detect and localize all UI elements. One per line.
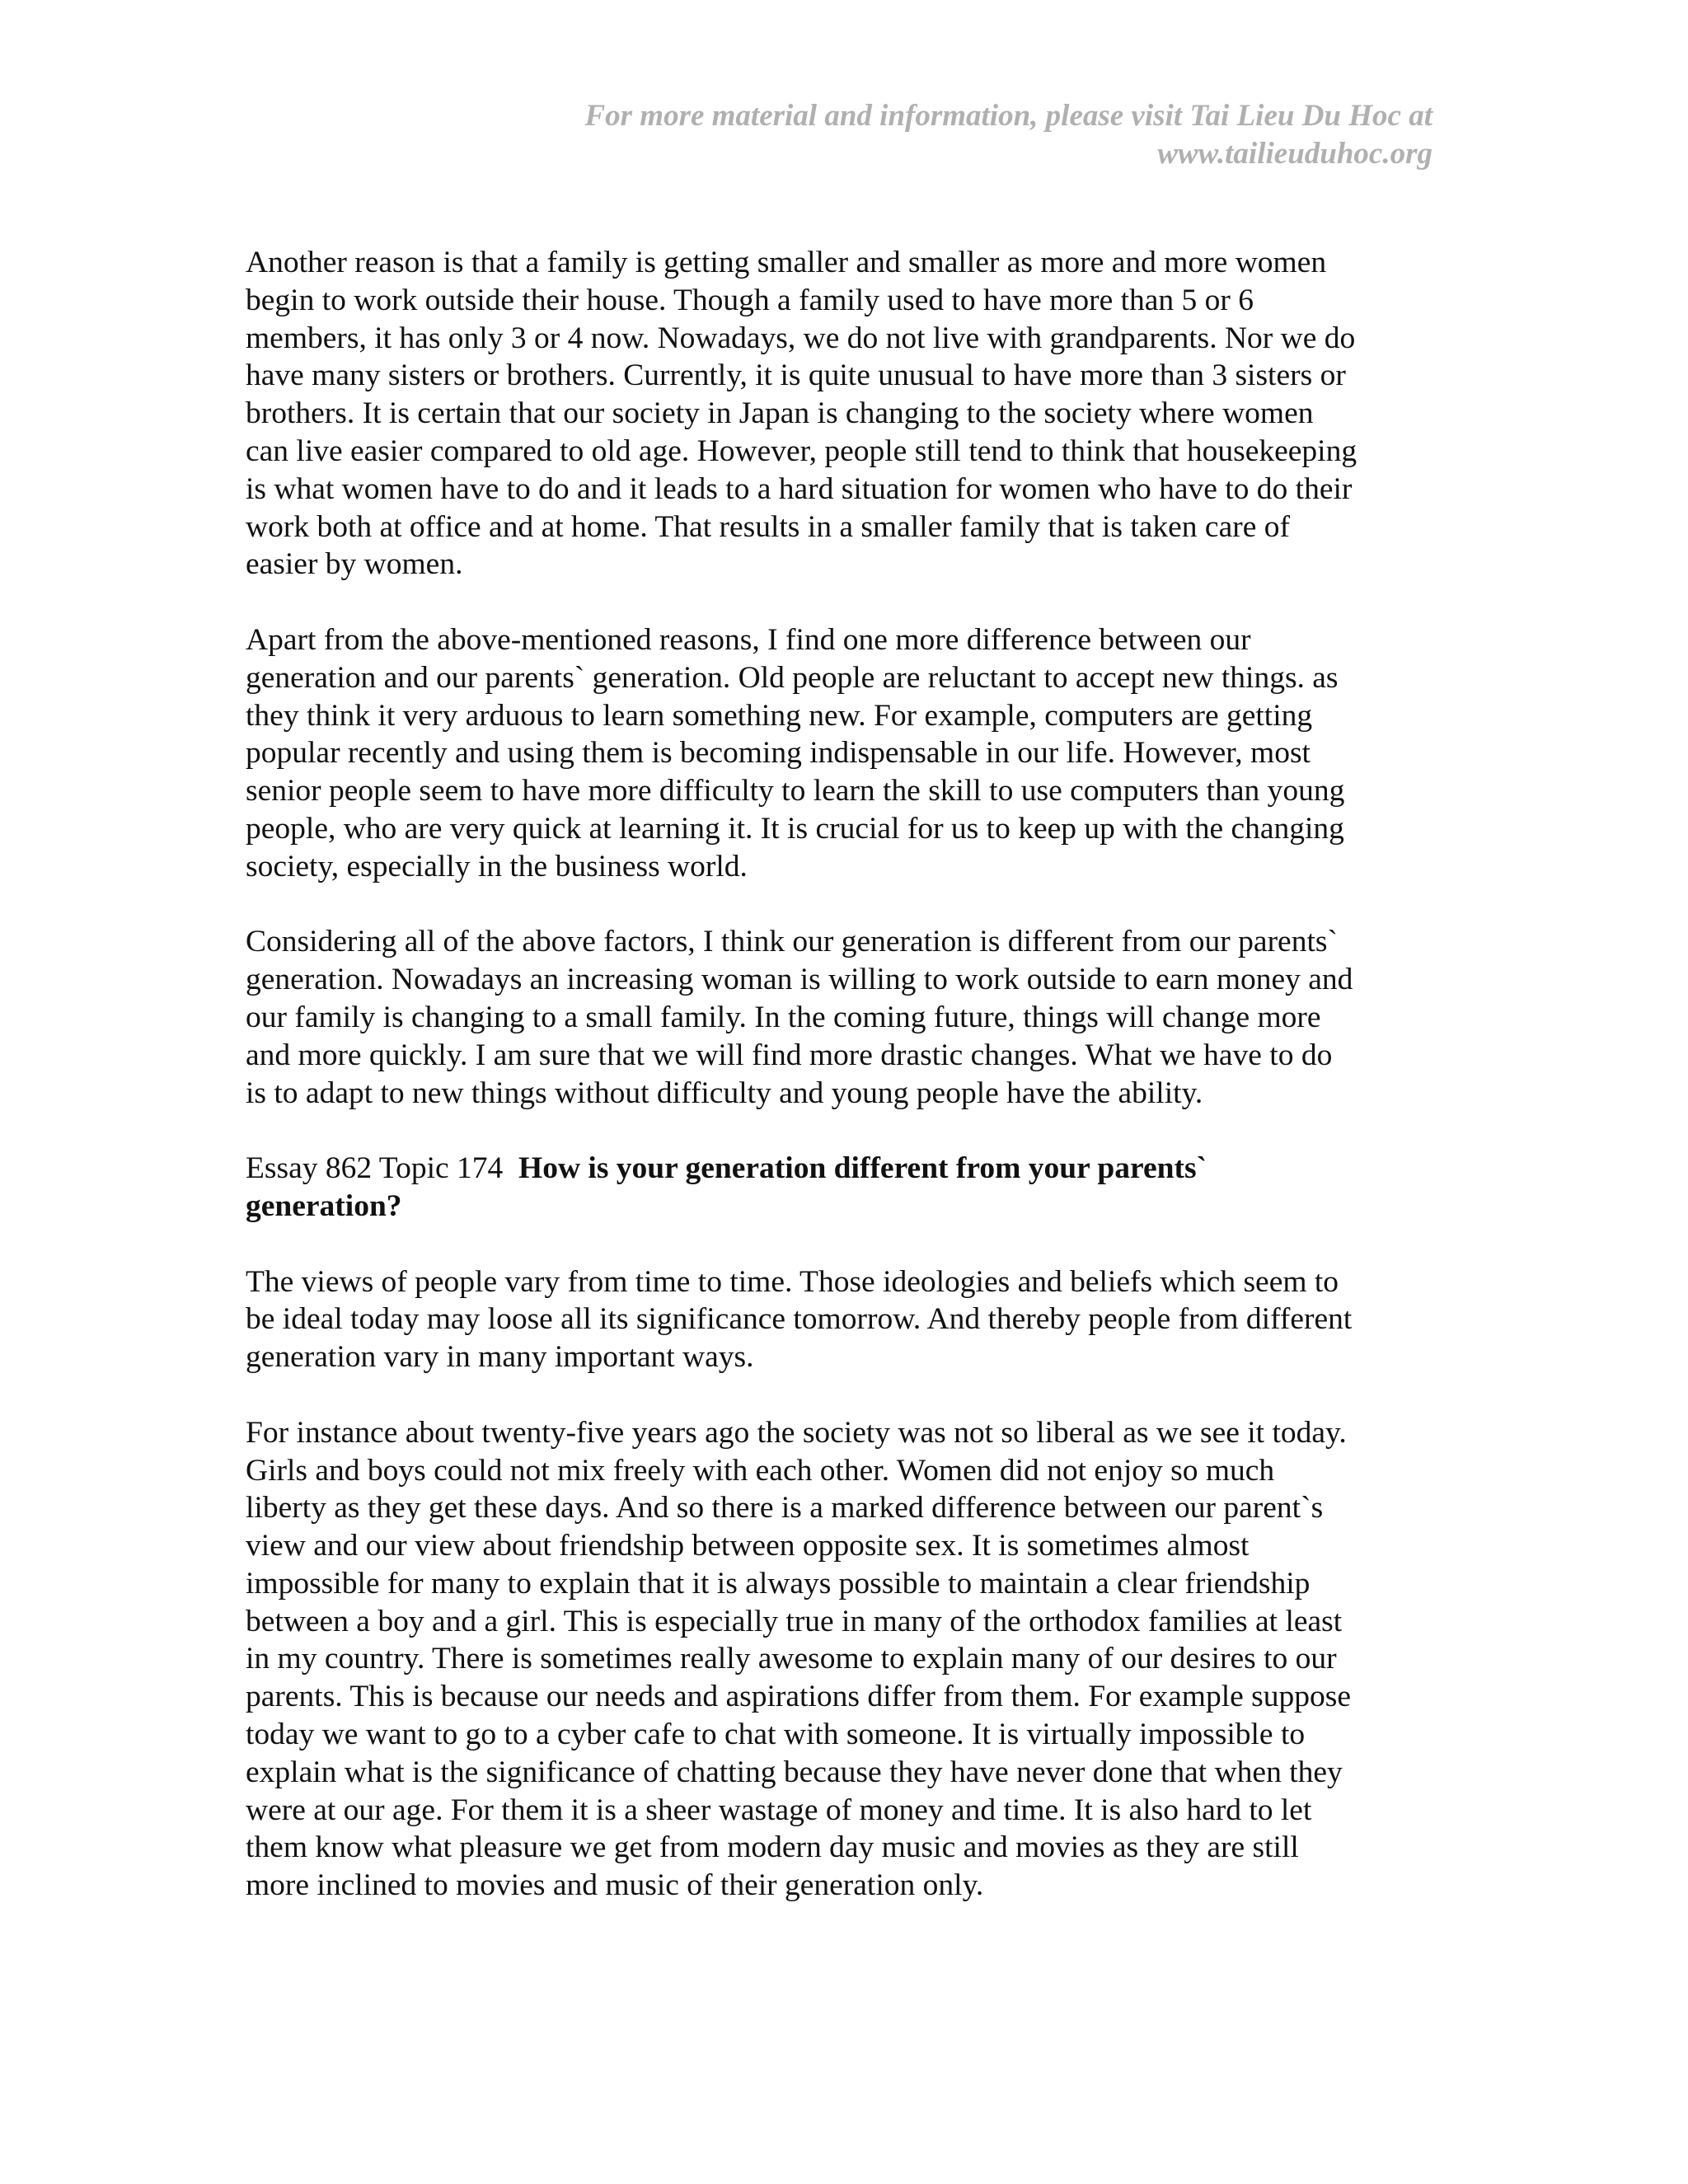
paragraph — [246, 923, 1432, 1112]
text-line: them know what pleasure we get from modern day music and movies as they are still — [246, 1830, 1299, 1865]
text-line: they think it very arduous to learn something new. For example, computers are getting — [246, 698, 1313, 733]
text-line: popular recently and using them is becoming indispensable in our life. However, most — [246, 736, 1311, 771]
text-line: be ideal today may loose all its significance tomorrow. And thereby people from different — [246, 1302, 1353, 1337]
text-line: and more quickly. I am sure that we will find more drastic changes. What we have to do — [246, 1038, 1333, 1072]
text-line: more inclined to movies and music of their generation only. — [246, 1868, 984, 1903]
essay-title-line-2: generation? — [246, 1188, 402, 1223]
text-line: between a boy and a girl. This is especially true in many of the orthodox families at least — [246, 1604, 1343, 1638]
text-line: can live easier compared to old age. However, people still tend to think that housekeeping — [246, 434, 1357, 468]
header-line-2: www.tailieuduhoc.org — [1157, 137, 1432, 171]
text-line: society, especially in the business world. — [246, 849, 748, 883]
text-line: The views of people vary from time to time. Those ideologies and beliefs which seem to — [246, 1264, 1339, 1299]
text-line: generation. Nowadays an increasing woman is willing to work outside to earn money and — [246, 963, 1353, 997]
essay-label: Essay 862 Topic 174 — [246, 1151, 504, 1186]
paragraph — [246, 621, 1432, 886]
text-line: have many sisters or brothers. Currently, it is quite unusual to have more than 3 sisters or — [246, 359, 1346, 393]
text-line: our family is changing to a small family. In the coming future, things will change more — [246, 1000, 1321, 1034]
text-line: parents. This is because our needs and aspirations differ from them. For example suppose — [246, 1680, 1351, 1714]
text-line: Another reason is that a family is getting smaller and smaller as more and more women — [246, 246, 1327, 279]
paragraph — [246, 1414, 1432, 1905]
text-line: explain what is the significance of chatting because they have never done that when they — [246, 1755, 1343, 1789]
essay-heading-line-1 — [246, 1150, 1432, 1188]
text-line: generation and our parents` generation. Old people are reluctant to accept new things. as — [246, 660, 1339, 695]
text-line: generation vary in many important ways. — [246, 1340, 754, 1375]
text-line: brothers. It is certain that our society in Japan is changing to the society where women — [246, 396, 1314, 431]
text-line: begin to work outside their house. Though a family used to have more than 5 or 6 — [246, 283, 1254, 317]
text-line: is what women have to do and it leads to a hard situation for women who have to do their — [246, 471, 1353, 506]
text-line: were at our age. For them it is a sheer wastage of money and time. It is also hard to let — [246, 1793, 1312, 1827]
essay-heading — [246, 1150, 1432, 1226]
text-line: For instance about twenty-five years ago the society was not so liberal as we see it today. — [246, 1415, 1347, 1450]
document-body — [246, 244, 1432, 1943]
text-line: view and our view about friendship between opposite sex. It is sometimes almost — [246, 1529, 1250, 1563]
paragraph — [246, 244, 1432, 583]
essay-title: How is your generation different from your parents` — [518, 1151, 1207, 1186]
page-header — [443, 97, 1432, 173]
paragraph — [246, 1263, 1432, 1376]
text-line: senior people seem to have more difficulty to learn the skill to use computers than young — [246, 774, 1345, 808]
text-line: today we want to go to a cyber cafe to chat with someone. It is virtually impossible to — [246, 1718, 1306, 1752]
text-line: Considering all of the above factors, I think our generation is different from our parents` — [246, 925, 1338, 959]
text-line: is to adapt to new things without difficulty and young people have the ability. — [246, 1076, 1203, 1110]
text-line: Girls and boys could not mix freely with each other. Women did not enjoy so much — [246, 1453, 1275, 1488]
header-line-1: For more material and information, please visit Tai Lieu Du Hoc at — [584, 99, 1432, 133]
text-line: in my country. There is sometimes really awesome to explain many of our desires to our — [246, 1642, 1337, 1676]
text-line: members, it has only 3 or 4 now. Nowadays, we do not live with grandparents. Nor we do — [246, 321, 1356, 355]
text-line: work both at office and at home. That results in a smaller family that is taken care of — [246, 509, 1290, 544]
text-line: easier by women. — [246, 547, 463, 582]
text-line: liberty as they get these days. And so there is a marked difference between our parent`s — [246, 1491, 1324, 1526]
text-line: people, who are very quick at learning it. It is crucial for us to keep up with the changing — [246, 811, 1344, 846]
text-line: Apart from the above-mentioned reasons, I find one more difference between our — [246, 622, 1251, 657]
text-line: impossible for many to explain that it is always possible to maintain a clear friendship — [246, 1566, 1311, 1601]
